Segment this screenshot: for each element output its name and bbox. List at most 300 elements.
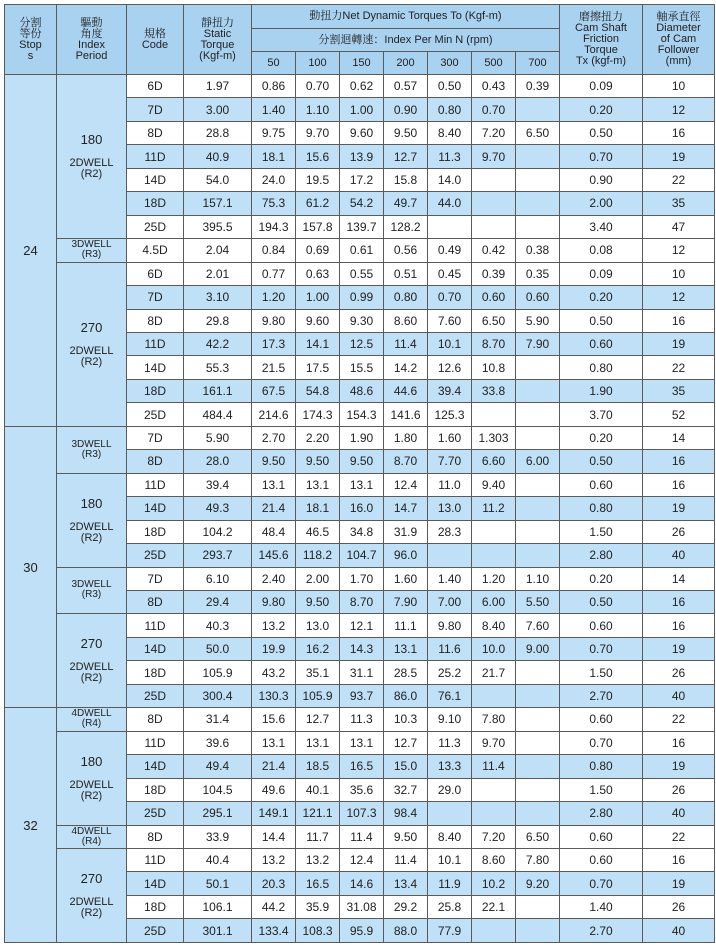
friction-torque-cell: 2.80 [560,802,643,825]
dwell-label: 4DWELL [71,708,112,720]
dynamic-torque-cell: 1.20 [252,286,296,309]
dynamic-torque-cell: 43.2 [252,661,296,684]
dynamic-torque-cell: 35.6 [340,778,384,801]
dynamic-torque-cell [516,497,560,520]
dynamic-torque-cell: 33.8 [472,379,516,402]
follower-diameter-cell: 19 [643,872,715,895]
static-torque-cell: 295.1 [184,802,252,825]
dynamic-torque-cell: 7.20 [472,825,516,848]
dynamic-torque-cell: 88.0 [384,919,428,943]
dynamic-torque-cell: 1.90 [340,426,384,449]
header-static-torque: 靜扭力 Static Torque (Kgf-m) [184,5,252,75]
static-torque-cell: 484.4 [184,403,252,426]
dynamic-torque-cell: 46.5 [296,520,340,543]
dynamic-torque-cell: 25.8 [428,895,472,918]
dynamic-torque-cell: 17.2 [340,168,384,191]
dynamic-torque-cell: 9.60 [296,309,340,332]
code-cell: 8D [127,708,184,731]
static-torque-cell: 55.3 [184,356,252,379]
dynamic-torque-cell [516,802,560,825]
static-torque-cell: 39.4 [184,473,252,496]
dynamic-torque-cell: 13.4 [384,872,428,895]
table-body [5,75,715,943]
index-period-cell [57,825,127,848]
dynamic-torque-cell: 12.4 [340,848,384,871]
dynamic-torque-cell: 14.1 [296,332,340,355]
friction-torque-cell: 0.60 [560,708,643,731]
dynamic-torque-cell: 2.00 [296,567,340,590]
dynamic-torque-cell: 93.7 [340,684,384,707]
header-dynamic-torque: 動扭力Net Dynamic Torques To (Kgf-m) [252,5,560,29]
dynamic-torque-cell: 14.3 [340,637,384,660]
follower-diameter-cell: 52 [643,403,715,426]
dynamic-torque-cell: 0.39 [516,75,560,98]
static-torque-cell: 2.04 [184,239,252,262]
follower-diameter-cell: 40 [643,544,715,567]
friction-torque-cell: 1.90 [560,379,643,402]
dwell-rank: (R2) [80,906,103,919]
dynamic-torque-cell [516,215,560,238]
dynamic-torque-cell: 9.80 [252,590,296,613]
dynamic-torque-cell [516,755,560,778]
dynamic-torque-cell: 11.4 [340,825,384,848]
dynamic-torque-cell [516,708,560,731]
dynamic-torque-cell: 1.80 [384,426,428,449]
dynamic-torque-cell: 1.40 [252,98,296,121]
index-period-cell [57,262,127,426]
dynamic-torque-cell: 0.70 [428,286,472,309]
dynamic-torque-cell: 141.6 [384,403,428,426]
header-rpm-value: 150 [340,52,384,75]
dynamic-torque-cell: 1.40 [428,567,472,590]
static-torque-cell: 40.9 [184,145,252,168]
dynamic-torque-cell: 0.80 [428,98,472,121]
dynamic-torque-cell: 22.1 [472,895,516,918]
dynamic-torque-cell: 7.70 [428,450,472,473]
dynamic-torque-cell: 0.57 [384,75,428,98]
code-cell: 25D [127,684,184,707]
dynamic-torque-cell: 1.303 [472,426,516,449]
dynamic-torque-cell: 133.4 [252,919,296,943]
static-torque-cell: 301.1 [184,919,252,943]
dynamic-torque-cell: 0.61 [340,239,384,262]
period-angle: 270 [80,319,103,335]
dynamic-torque-cell: 31.1 [340,661,384,684]
dynamic-torque-cell: 76.1 [428,684,472,707]
static-torque-cell: 50.1 [184,872,252,895]
dynamic-torque-cell: 75.3 [252,192,296,215]
dwell-label: 2DWELL [69,157,114,170]
index-period-cell [57,708,127,731]
follower-diameter-cell: 19 [643,497,715,520]
code-cell: 8D [127,121,184,144]
dwell-rank: (R3) [81,448,102,460]
dynamic-torque-cell: 48.6 [340,379,384,402]
dynamic-torque-cell: 12.7 [296,708,340,731]
dwell-rank: (R4) [81,718,102,730]
index-period-cell [57,567,127,614]
dwell-rank: (R2) [80,789,103,802]
dynamic-torque-cell: 9.50 [252,450,296,473]
dwell-rank: (R3) [81,249,102,261]
friction-torque-cell: 2.80 [560,544,643,567]
table-row [5,848,715,871]
dynamic-torque-cell: 118.2 [296,544,340,567]
static-torque-cell: 1.97 [184,75,252,98]
dynamic-torque-cell: 29.0 [428,778,472,801]
dynamic-torque-cell: 9.10 [428,708,472,731]
dynamic-torque-cell: 11.4 [472,755,516,778]
dynamic-torque-cell: 49.6 [252,778,296,801]
header-rpm-value: 500 [472,52,516,75]
index-period-cell [57,848,127,942]
dynamic-torque-cell: 12.5 [340,332,384,355]
table-row [5,708,715,731]
dynamic-torque-cell: 13.1 [340,473,384,496]
dynamic-torque-cell: 0.50 [428,75,472,98]
dynamic-torque-cell [516,895,560,918]
follower-diameter-cell: 10 [643,262,715,285]
static-torque-cell: 29.8 [184,309,252,332]
static-torque-cell: 161.1 [184,379,252,402]
dynamic-torque-cell: 15.8 [384,168,428,191]
code-cell: 11D [127,731,184,754]
table-row [5,567,715,590]
follower-diameter-cell: 19 [643,755,715,778]
dynamic-torque-cell: 16.5 [340,755,384,778]
dynamic-torque-cell: 5.90 [516,309,560,332]
dynamic-torque-cell: 13.0 [428,497,472,520]
code-cell: 8D [127,309,184,332]
code-cell: 11D [127,145,184,168]
follower-diameter-cell: 26 [643,895,715,918]
friction-torque-cell: 0.20 [560,426,643,449]
follower-diameter-cell: 16 [643,590,715,613]
dynamic-torque-cell: 9.70 [472,731,516,754]
table-row [5,614,715,637]
static-torque-cell: 50.0 [184,637,252,660]
header-rpm-value: 700 [516,52,560,75]
dynamic-torque-cell: 7.80 [516,848,560,871]
dynamic-torque-cell: 35.1 [296,661,340,684]
dynamic-torque-cell: 0.56 [384,239,428,262]
friction-torque-cell: 0.20 [560,98,643,121]
follower-diameter-cell: 40 [643,919,715,943]
static-torque-cell: 157.1 [184,192,252,215]
period-angle: 270 [80,870,103,886]
dynamic-torque-cell: 1.70 [340,567,384,590]
static-torque-cell: 40.3 [184,614,252,637]
dynamic-torque-cell: 10.2 [472,872,516,895]
dynamic-torque-cell: 15.6 [252,708,296,731]
code-cell: 18D [127,895,184,918]
dynamic-torque-cell [516,473,560,496]
dynamic-torque-cell: 0.70 [472,98,516,121]
static-torque-cell: 28.0 [184,450,252,473]
dwell-label: 4DWELL [71,825,112,837]
dynamic-torque-cell: 0.63 [296,262,340,285]
dynamic-torque-cell: 11.9 [428,872,472,895]
dynamic-torque-cell: 154.3 [340,403,384,426]
static-torque-cell: 105.9 [184,661,252,684]
dynamic-torque-cell: 15.0 [384,755,428,778]
code-cell: 8D [127,825,184,848]
dynamic-torque-cell: 77.9 [428,919,472,943]
static-torque-cell: 28.8 [184,121,252,144]
dynamic-torque-cell: 12.7 [384,145,428,168]
friction-torque-cell: 0.50 [560,450,643,473]
dynamic-torque-cell: 194.3 [252,215,296,238]
static-torque-cell: 2.01 [184,262,252,285]
dynamic-torque-cell: 10.1 [428,332,472,355]
friction-torque-cell: 3.40 [560,215,643,238]
dynamic-torque-cell: 104.7 [340,544,384,567]
follower-diameter-cell: 35 [643,192,715,215]
friction-torque-cell: 0.70 [560,872,643,895]
index-period-cell [57,239,127,262]
dynamic-torque-cell: 107.3 [340,802,384,825]
dynamic-torque-cell: 0.42 [472,239,516,262]
friction-torque-cell: 0.50 [560,121,643,144]
dynamic-torque-cell: 16.2 [296,637,340,660]
dynamic-torque-cell: 9.60 [340,121,384,144]
dynamic-torque-cell: 39.4 [428,379,472,402]
dynamic-torque-cell: 2.20 [296,426,340,449]
dynamic-torque-cell [516,520,560,543]
dynamic-torque-cell: 5.50 [516,590,560,613]
dynamic-torque-cell: 12.4 [384,473,428,496]
dynamic-torque-cell: 48.4 [252,520,296,543]
dynamic-torque-cell: 16.5 [296,872,340,895]
stops-cell: 32 [5,708,57,943]
dynamic-torque-cell [472,778,516,801]
dynamic-torque-cell: 15.6 [296,145,340,168]
follower-diameter-cell: 22 [643,356,715,379]
static-torque-cell: 293.7 [184,544,252,567]
dynamic-torque-cell: 9.50 [296,590,340,613]
follower-diameter-cell: 16 [643,848,715,871]
code-cell: 7D [127,286,184,309]
dynamic-torque-cell: 13.1 [252,731,296,754]
header-follower-diameter: 軸承直徑 Diameter of Cam Follower (mm) [643,5,715,75]
dwell-rank: (R4) [81,835,102,847]
dynamic-torque-cell: 18.5 [296,755,340,778]
dynamic-torque-cell: 31.9 [384,520,428,543]
dynamic-torque-cell [516,403,560,426]
dynamic-torque-cell: 18.1 [296,497,340,520]
follower-diameter-cell: 16 [643,614,715,637]
dynamic-torque-cell: 157.8 [296,215,340,238]
dynamic-torque-cell: 29.2 [384,895,428,918]
code-cell: 25D [127,919,184,943]
dynamic-torque-cell: 13.3 [428,755,472,778]
static-torque-cell: 49.3 [184,497,252,520]
friction-torque-cell: 0.20 [560,286,643,309]
dynamic-torque-cell [516,145,560,168]
dynamic-torque-cell: 44.6 [384,379,428,402]
dynamic-torque-cell: 8.70 [340,590,384,613]
follower-diameter-cell: 26 [643,520,715,543]
dynamic-torque-cell: 108.3 [296,919,340,943]
dynamic-torque-cell: 19.5 [296,168,340,191]
dynamic-torque-cell: 1.10 [296,98,340,121]
follower-diameter-cell: 16 [643,121,715,144]
stops-cell: 24 [5,75,57,427]
dynamic-torque-cell: 44.2 [252,895,296,918]
dynamic-torque-cell [428,215,472,238]
dynamic-torque-cell: 11.4 [384,332,428,355]
follower-diameter-cell: 19 [643,145,715,168]
dynamic-torque-cell [516,192,560,215]
code-cell: 14D [127,356,184,379]
dynamic-torque-cell: 0.77 [252,262,296,285]
header-rpm-value: 200 [384,52,428,75]
follower-diameter-cell: 12 [643,286,715,309]
dynamic-torque-cell: 49.7 [384,192,428,215]
dynamic-torque-cell: 174.3 [296,403,340,426]
dynamic-torque-cell: 8.40 [428,825,472,848]
dynamic-torque-cell [516,379,560,402]
follower-diameter-cell: 26 [643,661,715,684]
friction-torque-cell: 0.20 [560,567,643,590]
follower-diameter-cell: 16 [643,309,715,332]
dynamic-torque-cell: 44.0 [428,192,472,215]
dwell-label: 2DWELL [69,778,114,791]
dynamic-torque-cell: 9.70 [472,145,516,168]
table-row [5,262,715,285]
period-angle: 180 [80,495,103,511]
dynamic-torque-cell: 18.1 [252,145,296,168]
code-cell: 18D [127,661,184,684]
dynamic-torque-cell: 214.6 [252,403,296,426]
dynamic-torque-cell: 0.49 [428,239,472,262]
dynamic-torque-cell: 145.6 [252,544,296,567]
follower-diameter-cell: 22 [643,825,715,848]
dwell-label: 2DWELL [69,661,114,674]
friction-torque-cell: 1.50 [560,661,643,684]
dynamic-torque-cell: 13.9 [340,145,384,168]
dynamic-torque-cell: 11.2 [472,497,516,520]
dynamic-torque-cell: 67.5 [252,379,296,402]
friction-torque-cell: 0.90 [560,168,643,191]
dynamic-torque-cell: 13.1 [296,473,340,496]
dynamic-torque-cell: 1.00 [296,286,340,309]
dynamic-torque-cell: 61.2 [296,192,340,215]
dynamic-torque-cell: 0.51 [384,262,428,285]
dwell-label: 2DWELL [69,895,114,908]
code-cell: 11D [127,332,184,355]
dwell-label: 3DWELL [71,438,112,450]
dynamic-torque-cell: 13.2 [296,848,340,871]
dynamic-torque-cell: 7.90 [516,332,560,355]
dynamic-torque-cell: 9.70 [296,121,340,144]
dynamic-torque-cell: 11.3 [428,731,472,754]
dynamic-torque-cell: 12.1 [340,614,384,637]
dynamic-torque-cell: 7.60 [516,614,560,637]
dynamic-torque-cell: 0.86 [252,75,296,98]
dwell-rank: (R2) [80,168,103,181]
static-torque-cell: 42.2 [184,332,252,355]
dynamic-torque-cell [516,544,560,567]
dynamic-torque-cell: 9.50 [296,450,340,473]
header-rpm-title: 分割迴轉速：Index Per Min N (rpm) [252,29,560,52]
friction-torque-cell: 3.70 [560,403,643,426]
static-torque-cell: 106.1 [184,895,252,918]
dynamic-torque-cell [472,215,516,238]
dynamic-torque-cell: 17.5 [296,356,340,379]
dwell-label: 2DWELL [69,344,114,357]
follower-diameter-cell: 19 [643,332,715,355]
dynamic-torque-cell: 8.60 [384,309,428,332]
dynamic-torque-cell: 2.70 [252,426,296,449]
dynamic-torque-cell: 17.3 [252,332,296,355]
dynamic-torque-cell [516,426,560,449]
friction-torque-cell: 1.40 [560,895,643,918]
dynamic-torque-cell: 14.7 [384,497,428,520]
dynamic-torque-cell: 21.7 [472,661,516,684]
dwell-rank: (R3) [81,589,102,601]
follower-diameter-cell: 47 [643,215,715,238]
code-cell: 18D [127,778,184,801]
follower-diameter-cell: 14 [643,426,715,449]
code-cell: 11D [127,614,184,637]
dynamic-torque-cell: 21.5 [252,356,296,379]
dynamic-torque-cell: 95.9 [340,919,384,943]
dynamic-torque-cell: 35.9 [296,895,340,918]
code-cell: 25D [127,403,184,426]
code-cell: 7D [127,567,184,590]
dynamic-torque-cell [516,731,560,754]
dynamic-torque-cell: 6.50 [472,309,516,332]
dynamic-torque-cell: 31.08 [340,895,384,918]
code-cell: 11D [127,848,184,871]
table-row [5,731,715,754]
dynamic-torque-cell: 10.0 [472,637,516,660]
dynamic-torque-cell: 128.2 [384,215,428,238]
dynamic-torque-cell: 1.20 [472,567,516,590]
dynamic-torque-cell: 40.1 [296,778,340,801]
code-cell: 25D [127,802,184,825]
friction-torque-cell: 0.70 [560,145,643,168]
dynamic-torque-cell: 34.8 [340,520,384,543]
code-cell: 14D [127,168,184,191]
dynamic-torque-cell: 0.62 [340,75,384,98]
dynamic-torque-cell: 149.1 [252,802,296,825]
static-torque-cell: 54.0 [184,168,252,191]
header-rpm-value: 50 [252,52,296,75]
dynamic-torque-cell: 130.3 [252,684,296,707]
dynamic-torque-cell: 11.6 [428,637,472,660]
dwell-rank: (R2) [80,672,103,685]
static-torque-cell: 31.4 [184,708,252,731]
dynamic-torque-cell [472,919,516,943]
dynamic-torque-cell [472,192,516,215]
friction-torque-cell: 0.50 [560,309,643,332]
dynamic-torque-cell: 11.3 [340,708,384,731]
dynamic-torque-cell: 9.30 [340,309,384,332]
dynamic-torque-cell [516,98,560,121]
dynamic-torque-cell [472,520,516,543]
dynamic-torque-cell: 11.3 [428,145,472,168]
dynamic-torque-cell: 10.8 [472,356,516,379]
dynamic-torque-cell: 0.35 [516,262,560,285]
code-cell: 6D [127,75,184,98]
dynamic-torque-cell: 28.3 [428,520,472,543]
dynamic-torque-cell: 0.84 [252,239,296,262]
dynamic-torque-cell: 6.50 [516,121,560,144]
code-cell: 8D [127,590,184,613]
friction-torque-cell: 0.09 [560,75,643,98]
